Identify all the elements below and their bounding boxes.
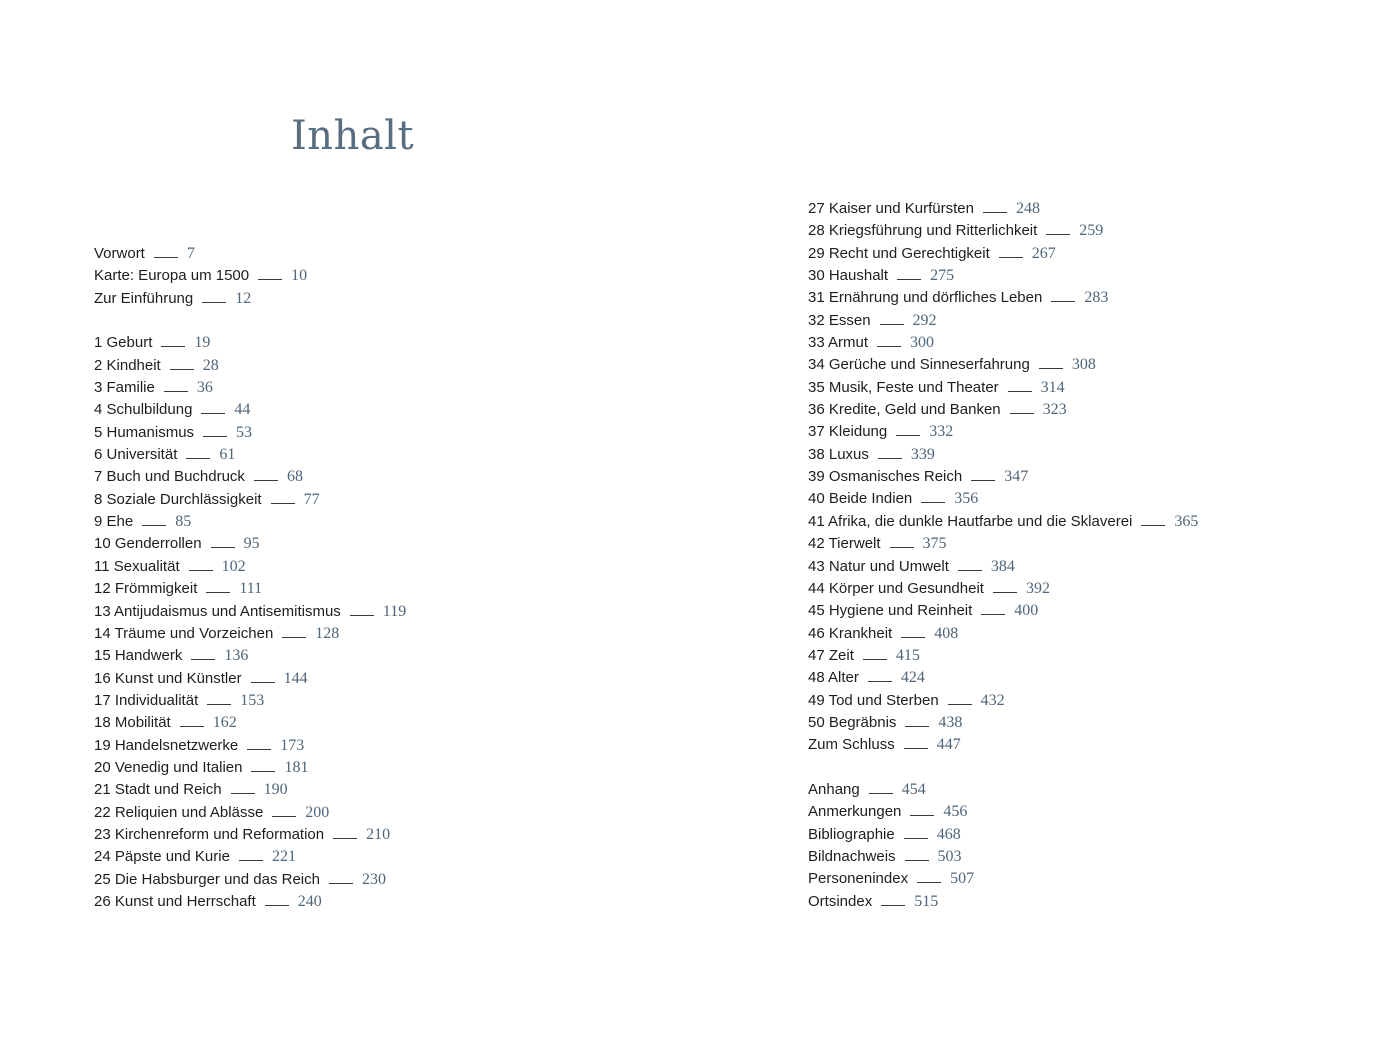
toc-entry-page-number: 447 xyxy=(936,736,961,754)
toc-entry-page-number: 347 xyxy=(1004,468,1029,486)
toc-entry xyxy=(808,511,1198,533)
leader-line xyxy=(142,525,166,526)
toc-entry-label: Karte: Europa um 1500 xyxy=(94,267,250,285)
toc-entry-label: 10 Genderrollen xyxy=(94,535,202,553)
toc-entry-label: 20 Venedig und Italien xyxy=(94,758,243,776)
toc-entry-label: 27 Kaiser und Kurfürsten xyxy=(808,200,974,217)
toc-entry xyxy=(808,779,1198,801)
toc-entry xyxy=(808,667,1198,689)
toc-entry xyxy=(94,489,406,511)
leader-line xyxy=(350,615,374,616)
toc-right-column xyxy=(808,198,1198,913)
toc-entry xyxy=(808,310,1198,332)
toc-entry-page-number: 136 xyxy=(224,647,249,665)
toc-entry-label: 18 Mobilität xyxy=(94,714,171,732)
toc-entry-label: 28 Kriegsführung und Ritterlichkeit xyxy=(808,222,1038,240)
leader-line xyxy=(880,324,904,325)
toc-entry-page-number: 200 xyxy=(305,803,330,821)
leader-line xyxy=(890,547,914,548)
toc-entry-label: 7 Buch und Buchdruck xyxy=(94,468,245,486)
toc-entry xyxy=(94,377,406,399)
leader-line xyxy=(917,882,941,883)
toc-entry xyxy=(808,623,1198,645)
toc-entry-page-number: 77 xyxy=(303,490,320,508)
toc-entry-page-number: 28 xyxy=(202,356,219,374)
page-title: Inhalt xyxy=(291,112,415,159)
toc-entry-page-number: 400 xyxy=(1014,602,1039,620)
toc-entry-page-number: 102 xyxy=(221,557,246,575)
toc-entry xyxy=(94,399,406,421)
leader-line xyxy=(154,257,178,258)
toc-entry-page-number: 339 xyxy=(910,445,935,463)
leader-line xyxy=(206,592,230,593)
leader-line xyxy=(1051,301,1075,302)
toc-entry xyxy=(94,533,406,555)
toc-entry-page-number: 230 xyxy=(361,870,386,888)
toc-entry-page-number: 181 xyxy=(284,758,309,776)
toc-entry xyxy=(808,444,1198,466)
leader-line xyxy=(905,860,929,861)
toc-entry-page-number: 36 xyxy=(196,379,213,397)
toc-entry-label: 43 Natur und Umwelt xyxy=(808,557,949,575)
leader-line xyxy=(265,905,289,906)
toc-entry-label: 9 Ehe xyxy=(94,513,134,531)
toc-entry-page-number: 53 xyxy=(236,423,253,441)
toc-entry xyxy=(808,421,1198,443)
toc-entry xyxy=(94,466,406,488)
leader-line xyxy=(993,592,1017,593)
toc-entry-label: 45 Hygiene und Reinheit xyxy=(808,602,973,620)
toc-entry-page-number: 332 xyxy=(929,423,954,441)
toc-entry-page-number: 173 xyxy=(280,736,305,754)
leader-line xyxy=(1039,368,1063,369)
toc-entry-page-number: 503 xyxy=(937,847,962,865)
toc-entry xyxy=(808,868,1198,890)
leader-line xyxy=(1008,391,1032,392)
toc-entry-page-number: 221 xyxy=(271,848,296,866)
toc-entry xyxy=(808,824,1198,846)
toc-entry-page-number: 275 xyxy=(930,267,955,285)
leader-line xyxy=(901,637,925,638)
toc-left-column xyxy=(94,243,406,913)
toc-entry xyxy=(94,444,406,466)
toc-entry-label: Bibliographie xyxy=(808,825,895,843)
toc-entry-label: 31 Ernährung und dörfliches Leben xyxy=(808,289,1043,307)
toc-entry-label: 32 Essen xyxy=(808,311,871,329)
toc-entry xyxy=(808,533,1198,555)
toc-entry-page-number: 95 xyxy=(243,535,260,553)
toc-entry-page-number: 424 xyxy=(900,669,925,687)
toc-entry xyxy=(94,735,406,757)
toc-entry-page-number: 468 xyxy=(936,825,961,843)
toc-entry xyxy=(808,399,1198,421)
leader-line xyxy=(231,793,255,794)
leader-line xyxy=(186,458,210,459)
toc-entry xyxy=(94,645,406,667)
leader-line xyxy=(896,435,920,436)
toc-entry-page-number: 300 xyxy=(910,334,935,352)
toc-entry xyxy=(808,265,1198,287)
toc-entry-label: 35 Musik, Feste und Theater xyxy=(808,378,999,396)
toc-entry-page-number: 375 xyxy=(922,535,947,553)
toc-entry xyxy=(808,220,1198,242)
leader-line xyxy=(164,391,188,392)
leader-line xyxy=(983,212,1007,213)
toc-entry xyxy=(808,287,1198,309)
toc-entry xyxy=(94,869,406,891)
toc-entry-page-number: 365 xyxy=(1174,512,1199,530)
leader-line xyxy=(211,547,235,548)
toc-entry xyxy=(808,891,1198,913)
toc-entry xyxy=(94,332,406,354)
toc-entry-page-number: 267 xyxy=(1031,244,1056,262)
leader-line xyxy=(1046,234,1070,235)
toc-entry-label: 5 Humanismus xyxy=(94,423,195,441)
toc-entry xyxy=(94,757,406,779)
toc-entry-page-number: 240 xyxy=(297,892,322,910)
toc-entry xyxy=(94,355,406,377)
toc-entry-page-number: 61 xyxy=(219,446,236,464)
toc-entry-label: Bildnachweis xyxy=(808,847,896,865)
toc-entry-page-number: 456 xyxy=(943,803,968,821)
leader-line xyxy=(203,436,227,437)
toc-entry-label: 15 Handwerk xyxy=(94,647,183,665)
leader-line xyxy=(329,883,353,884)
toc-entry-page-number: 454 xyxy=(901,780,926,798)
toc-entry-label: Anhang xyxy=(808,780,860,798)
leader-line xyxy=(869,793,893,794)
toc-entry xyxy=(94,601,406,623)
toc-entry-label: 12 Frömmigkeit xyxy=(94,580,198,598)
toc-entry xyxy=(94,623,406,645)
toc-entry xyxy=(808,600,1198,622)
leader-line xyxy=(247,749,271,750)
toc-entry-label: 21 Stadt und Reich xyxy=(94,781,222,799)
toc-entry-label: 2 Kindheit xyxy=(94,356,161,374)
leader-line xyxy=(999,257,1023,258)
toc-entry-label: 42 Tierwelt xyxy=(808,535,881,553)
toc-entry-label: 47 Zeit xyxy=(808,646,854,664)
toc-entry-label: Zum Schluss xyxy=(808,736,895,754)
toc-entry-page-number: 19 xyxy=(194,334,211,352)
toc-entry xyxy=(808,734,1198,756)
leader-line xyxy=(921,502,945,503)
toc-entry-page-number: 85 xyxy=(175,513,192,531)
toc-entry-label: 49 Tod und Sterben xyxy=(808,691,939,709)
toc-entry-page-number: 7 xyxy=(186,245,195,262)
toc-entry-label: 24 Päpste und Kurie xyxy=(94,848,230,866)
toc-entry xyxy=(808,488,1198,510)
toc-entry xyxy=(94,288,406,310)
toc-entry-label: 1 Geburt xyxy=(94,334,153,352)
toc-entry-page-number: 248 xyxy=(1015,200,1040,217)
leader-line xyxy=(251,771,275,772)
leader-line xyxy=(910,815,934,816)
toc-entry xyxy=(808,690,1198,712)
toc-entry-label: Personenindex xyxy=(808,870,909,888)
toc-entry xyxy=(808,801,1198,823)
toc-entry xyxy=(94,824,406,846)
toc-entry-page-number: 408 xyxy=(934,624,959,642)
toc-entry-label: 25 Die Habsburger und das Reich xyxy=(94,870,320,888)
leader-line xyxy=(258,279,282,280)
leader-line xyxy=(904,748,928,749)
toc-entry-page-number: 314 xyxy=(1040,378,1065,396)
leader-line xyxy=(948,704,972,705)
toc-entry-page-number: 384 xyxy=(990,557,1015,575)
toc-entry xyxy=(808,645,1198,667)
toc-entry-label: 17 Individualität xyxy=(94,691,199,709)
toc-entry xyxy=(94,422,406,444)
leader-line xyxy=(971,480,995,481)
toc-entry-page-number: 128 xyxy=(315,624,340,642)
toc-entry xyxy=(808,377,1198,399)
toc-entry xyxy=(94,511,406,533)
toc-entry xyxy=(94,556,406,578)
toc-entry-page-number: 283 xyxy=(1084,289,1109,307)
leader-line xyxy=(271,503,295,504)
leader-line xyxy=(161,346,185,347)
leader-line xyxy=(254,480,278,481)
toc-entry-page-number: 259 xyxy=(1079,222,1104,240)
toc-entry-label: 34 Gerüche und Sinneserfahrung xyxy=(808,356,1030,374)
toc-entry-label: 26 Kunst und Herrschaft xyxy=(94,892,256,910)
leader-line xyxy=(333,838,357,839)
leader-line xyxy=(191,659,215,660)
toc-entry-label: 38 Luxus xyxy=(808,445,869,463)
toc-entry-label: 19 Handelsnetzwerke xyxy=(94,736,239,754)
toc-entry-page-number: 438 xyxy=(938,713,963,731)
toc-entry-label: 48 Alter xyxy=(808,669,859,687)
toc-entry-label: 3 Familie xyxy=(94,379,155,397)
toc-entry xyxy=(94,265,406,287)
leader-line xyxy=(958,570,982,571)
toc-entry xyxy=(94,891,406,913)
toc-entry-label: 36 Kredite, Geld und Banken xyxy=(808,401,1001,419)
leader-line xyxy=(251,682,275,683)
toc-entry xyxy=(808,578,1198,600)
toc-entry xyxy=(94,779,406,801)
toc-entry-page-number: 515 xyxy=(914,892,939,910)
toc-entry-page-number: 210 xyxy=(366,825,391,843)
leader-line xyxy=(981,614,1005,615)
toc-entry-label: Vorwort xyxy=(94,245,145,262)
leader-line xyxy=(207,704,231,705)
toc-entry-page-number: 12 xyxy=(235,289,252,307)
leader-line xyxy=(1141,525,1165,526)
toc-entry-label: 29 Recht und Gerechtigkeit xyxy=(808,244,990,262)
toc-entry-label: 23 Kirchenreform und Reformation xyxy=(94,825,325,843)
toc-entry-page-number: 162 xyxy=(212,714,237,732)
leader-line xyxy=(881,905,905,906)
toc-entry xyxy=(94,668,406,690)
toc-entry-page-number: 111 xyxy=(239,580,263,598)
toc-entry xyxy=(808,198,1198,220)
leader-line xyxy=(905,726,929,727)
toc-entry xyxy=(808,556,1198,578)
toc-entry-label: 4 Schulbildung xyxy=(94,401,193,419)
toc-entry-label: 6 Universität xyxy=(94,446,178,464)
toc-entry-label: 50 Begräbnis xyxy=(808,713,897,731)
toc-entry-page-number: 10 xyxy=(291,267,308,285)
leader-line xyxy=(868,681,892,682)
toc-entry-label: 30 Haushalt xyxy=(808,267,889,285)
toc-entry-label: 11 Sexualität xyxy=(94,557,180,575)
leader-line xyxy=(272,816,296,817)
toc-entry xyxy=(94,578,406,600)
leader-line xyxy=(239,860,263,861)
toc-entry-label: 37 Kleidung xyxy=(808,423,888,441)
toc-entry xyxy=(808,332,1198,354)
toc-entry xyxy=(94,243,406,265)
toc-entry-label: 39 Osmanisches Reich xyxy=(808,468,963,486)
toc-entry-label: 8 Soziale Durchlässigkeit xyxy=(94,490,262,508)
toc-entry-label: 44 Körper und Gesundheit xyxy=(808,579,984,597)
toc-entry xyxy=(94,712,406,734)
toc-entry-page-number: 190 xyxy=(263,781,288,799)
toc-entry-label: 33 Armut xyxy=(808,334,869,352)
toc-entry-page-number: 432 xyxy=(980,691,1005,709)
toc-entry-page-number: 392 xyxy=(1025,579,1050,597)
leader-line xyxy=(180,726,204,727)
toc-entry-label: Ortsindex xyxy=(808,892,873,910)
toc-entry-label: Zur Einführung xyxy=(94,289,194,307)
leader-line xyxy=(1010,413,1034,414)
leader-line xyxy=(897,279,921,280)
toc-entry-page-number: 507 xyxy=(950,870,975,888)
toc-entry-label: 41 Afrika, die dunkle Hautfarbe und die Sklaverei xyxy=(808,512,1133,530)
toc-entry-page-number: 308 xyxy=(1071,356,1096,374)
toc-entry-label: 14 Träume und Vorzeichen xyxy=(94,624,274,642)
toc-entry-page-number: 68 xyxy=(286,468,303,486)
toc-entry-label: 13 Antijudaismus und Antisemitismus xyxy=(94,602,341,620)
leader-line xyxy=(170,369,194,370)
leader-line xyxy=(189,570,213,571)
toc-entry xyxy=(808,466,1198,488)
toc-entry-label: 40 Beide Indien xyxy=(808,490,913,508)
toc-entry xyxy=(808,243,1198,265)
toc-entry-page-number: 356 xyxy=(954,490,979,508)
toc-entry-page-number: 44 xyxy=(234,401,251,419)
toc-entry-label: 16 Kunst und Künstler xyxy=(94,669,242,687)
toc-entry-page-number: 415 xyxy=(895,646,920,664)
toc-entry-page-number: 144 xyxy=(283,669,308,687)
leader-line xyxy=(878,458,902,459)
toc-entry xyxy=(94,846,406,868)
leader-line xyxy=(282,637,306,638)
leader-line xyxy=(201,413,225,414)
leader-line xyxy=(863,659,887,660)
leader-line xyxy=(202,302,226,303)
toc-entry-label: 22 Reliquien und Ablässe xyxy=(94,803,264,821)
toc-entry xyxy=(94,690,406,712)
toc-entry xyxy=(808,712,1198,734)
leader-line xyxy=(904,838,928,839)
leader-line xyxy=(877,346,901,347)
toc-entry-label: Anmerkungen xyxy=(808,803,902,821)
toc-entry-page-number: 292 xyxy=(912,311,937,329)
toc-entry-page-number: 323 xyxy=(1042,401,1067,419)
toc-entry-page-number: 153 xyxy=(240,691,265,709)
toc-entry-page-number: 119 xyxy=(382,602,407,620)
toc-entry xyxy=(808,846,1198,868)
toc-entry xyxy=(808,354,1198,376)
toc-entry xyxy=(94,802,406,824)
toc-entry-label: 46 Krankheit xyxy=(808,624,893,642)
